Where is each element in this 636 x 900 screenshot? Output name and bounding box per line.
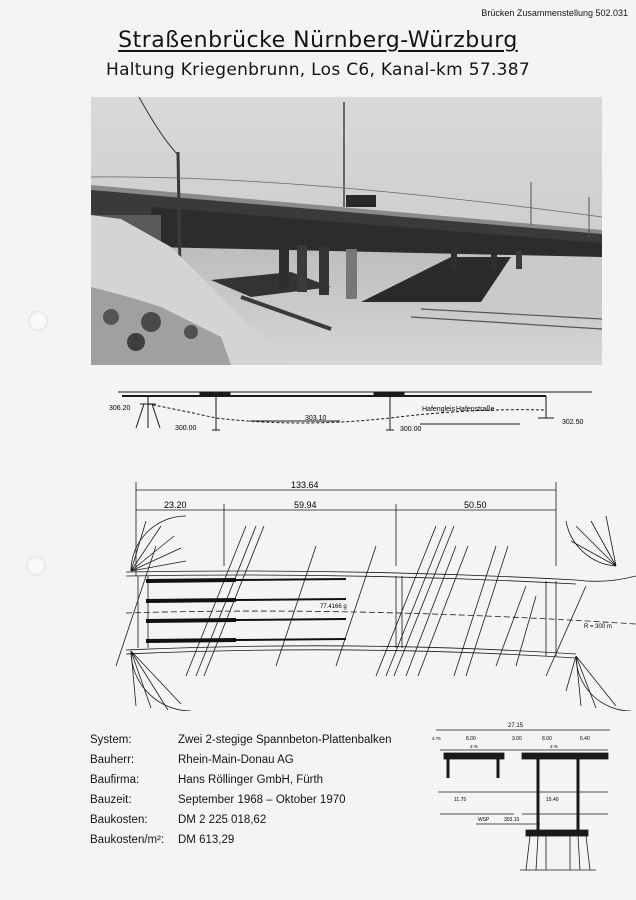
info-label: Baufirma: <box>90 774 140 786</box>
info-value: DM 2 225 018,62 <box>178 814 267 826</box>
cross-top-width: 27.15 <box>508 723 524 729</box>
cross-bottom-left: 11.75 <box>454 797 467 803</box>
cross-water-label: WSP <box>478 817 490 823</box>
cross-bottom-right: 15.40 <box>546 797 559 803</box>
span-left-label: 23.20 <box>164 500 187 510</box>
punch-hole-bottom <box>26 556 46 576</box>
info-label: System: <box>90 734 132 746</box>
angle-label: 77.4166 g <box>320 604 347 610</box>
lane-width-2: 3.00 <box>512 736 522 742</box>
cross-left-edge: 4.75 <box>432 736 441 741</box>
info-value: Zwei 2-stegige Spannbeton-Plattenbalken <box>178 734 392 746</box>
page-subtitle: Haltung Kriegenbrunn, Los C6, Kanal-km 57.387 <box>105 60 531 80</box>
right-pier-level: 300.00 <box>400 426 422 433</box>
radius-label: R = 300 m <box>584 624 612 630</box>
document-reference: Brücken Zusammenstellung 502.031 <box>481 8 628 18</box>
total-length-label: 133.64 <box>291 480 319 490</box>
bridge-cross-section-drawing <box>430 720 626 895</box>
span-middle-label: 59.94 <box>294 500 317 510</box>
lane-width-1: 8.00 <box>466 736 476 742</box>
info-label: Bauherr: <box>90 754 135 766</box>
harbor-street-label: Hafenstraße <box>456 406 495 413</box>
punch-hole-top <box>28 311 48 331</box>
lane-width-4: 6.40 <box>580 736 590 742</box>
info-label: Baukosten/m²: <box>90 834 165 846</box>
harbor-track-label: Hafengleis <box>422 406 456 413</box>
info-value: DM 613,29 <box>178 834 235 846</box>
page-title: Straßenbrücke Nürnberg-Würzburg <box>118 28 518 53</box>
bridge-elevation-drawing <box>100 384 600 448</box>
left-abutment-level: 306.20 <box>109 405 131 412</box>
info-value: September 1968 – Oktober 1970 <box>178 794 346 806</box>
bridge-plan-drawing <box>76 476 636 711</box>
left-pier-level: 300.00 <box>175 425 197 432</box>
info-value: Rhein-Main-Donau AG <box>178 754 294 766</box>
slope-right: 3 % <box>550 744 558 749</box>
info-value: Hans Röllinger GmbH, Fürth <box>178 774 324 786</box>
span-right-label: 50.50 <box>464 500 487 510</box>
lane-width-3: 8.00 <box>542 736 552 742</box>
right-abutment-level: 302.50 <box>562 419 584 426</box>
cross-water-level: 303.10 <box>504 817 520 823</box>
bridge-photograph <box>91 97 602 365</box>
info-label: Baukosten: <box>90 814 148 826</box>
slope-left: 3 % <box>470 744 478 749</box>
water-level-label: 303.10 <box>305 415 327 422</box>
info-label: Bauzeit: <box>90 794 132 806</box>
